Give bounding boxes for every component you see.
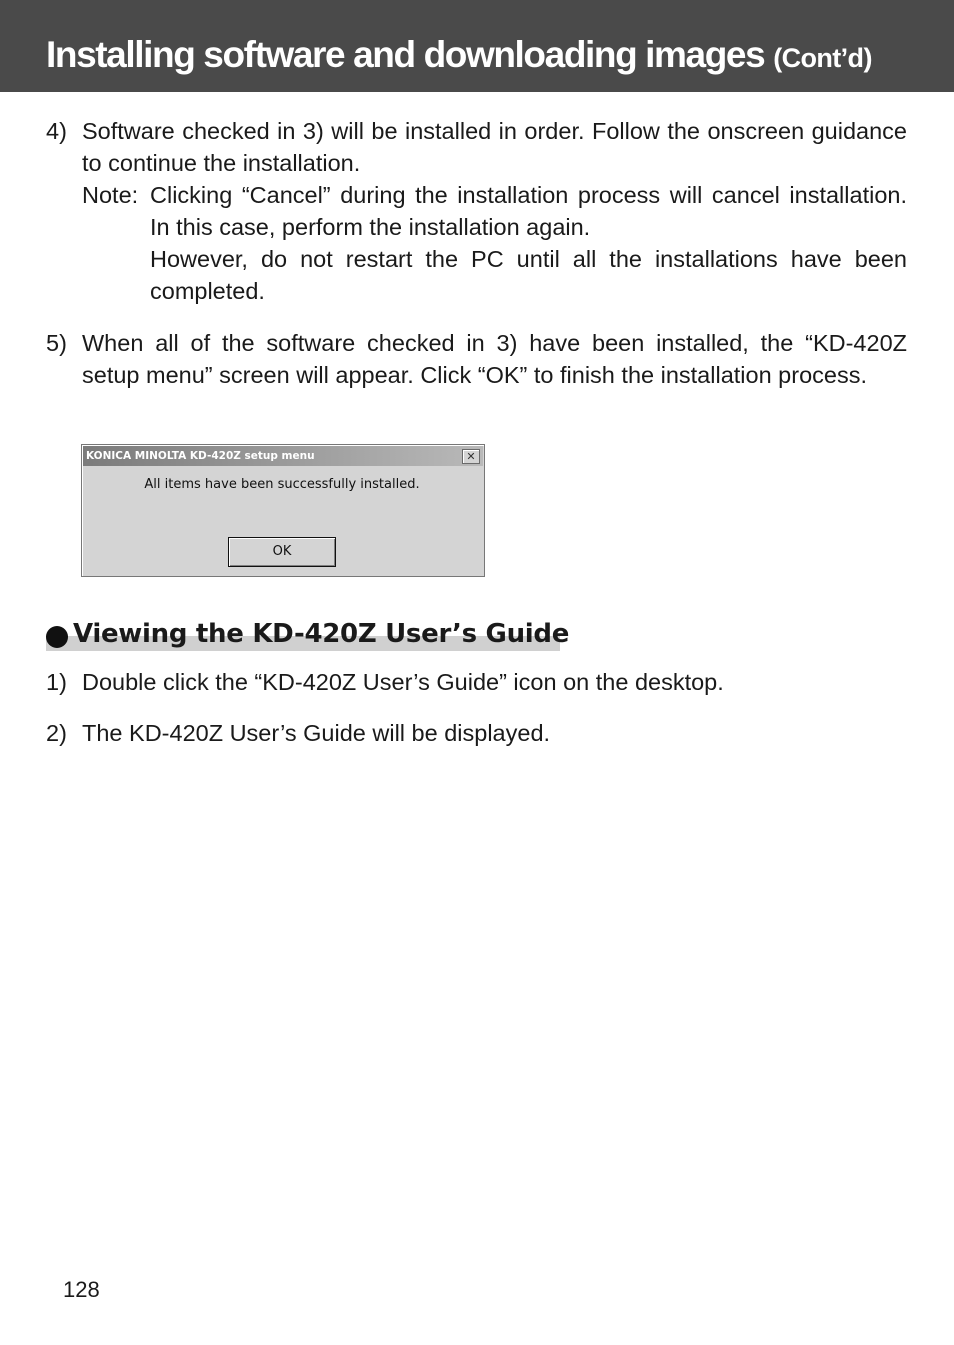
step-number: 1): [46, 669, 67, 695]
step-text: Double click the “KD-420Z User’s Guide” icon on the desktop.: [82, 669, 724, 695]
step-number: 4): [46, 118, 67, 144]
note-body: [150, 179, 907, 307]
note-line-1: Clicking “Cancel” during the installation process will cancel installation. In this case, perform the installation again.: [150, 182, 907, 240]
note-line-2: However, do not restart the PC until all the installations have been completed.: [150, 246, 907, 304]
view-step-1: [46, 666, 907, 698]
step-note: [82, 179, 907, 307]
ok-button[interactable]: OK: [228, 537, 336, 567]
step-text: When all of the software checked in 3) have been installed, the “KD-420Z setup menu” screen will appear. Click “OK” to finish the installation process.: [82, 330, 907, 388]
page-title-contd: (Cont’d): [773, 43, 872, 73]
step-number: 2): [46, 720, 67, 746]
dialog-title: KONICA MINOLTA KD-420Z setup menu: [86, 450, 315, 462]
page-number: 128: [63, 1277, 100, 1302]
step-5: [46, 327, 907, 391]
section-title: Viewing the KD-420Z User’s Guide: [73, 619, 570, 649]
view-step-2: [46, 717, 907, 749]
step-4: [46, 115, 907, 307]
dialog-titlebar: [83, 446, 483, 466]
section-heading: [46, 617, 570, 651]
close-icon[interactable]: ✕: [462, 449, 480, 464]
dialog-message: All items have been successfully installed.: [144, 477, 420, 492]
note-label: Note:: [82, 182, 139, 208]
step-text: Software checked in 3) will be installed in order. Follow the onscreen guidance to continue the installation.: [82, 118, 907, 176]
setup-menu-dialog: [81, 444, 485, 577]
bullet-icon: [46, 626, 68, 648]
page-title-text: Installing software and downloading images: [46, 34, 765, 75]
page-title: [46, 34, 872, 76]
step-text: The KD-420Z User’s Guide will be displayed.: [82, 720, 551, 746]
step-number: 5): [46, 330, 67, 356]
page-header: [0, 0, 954, 92]
